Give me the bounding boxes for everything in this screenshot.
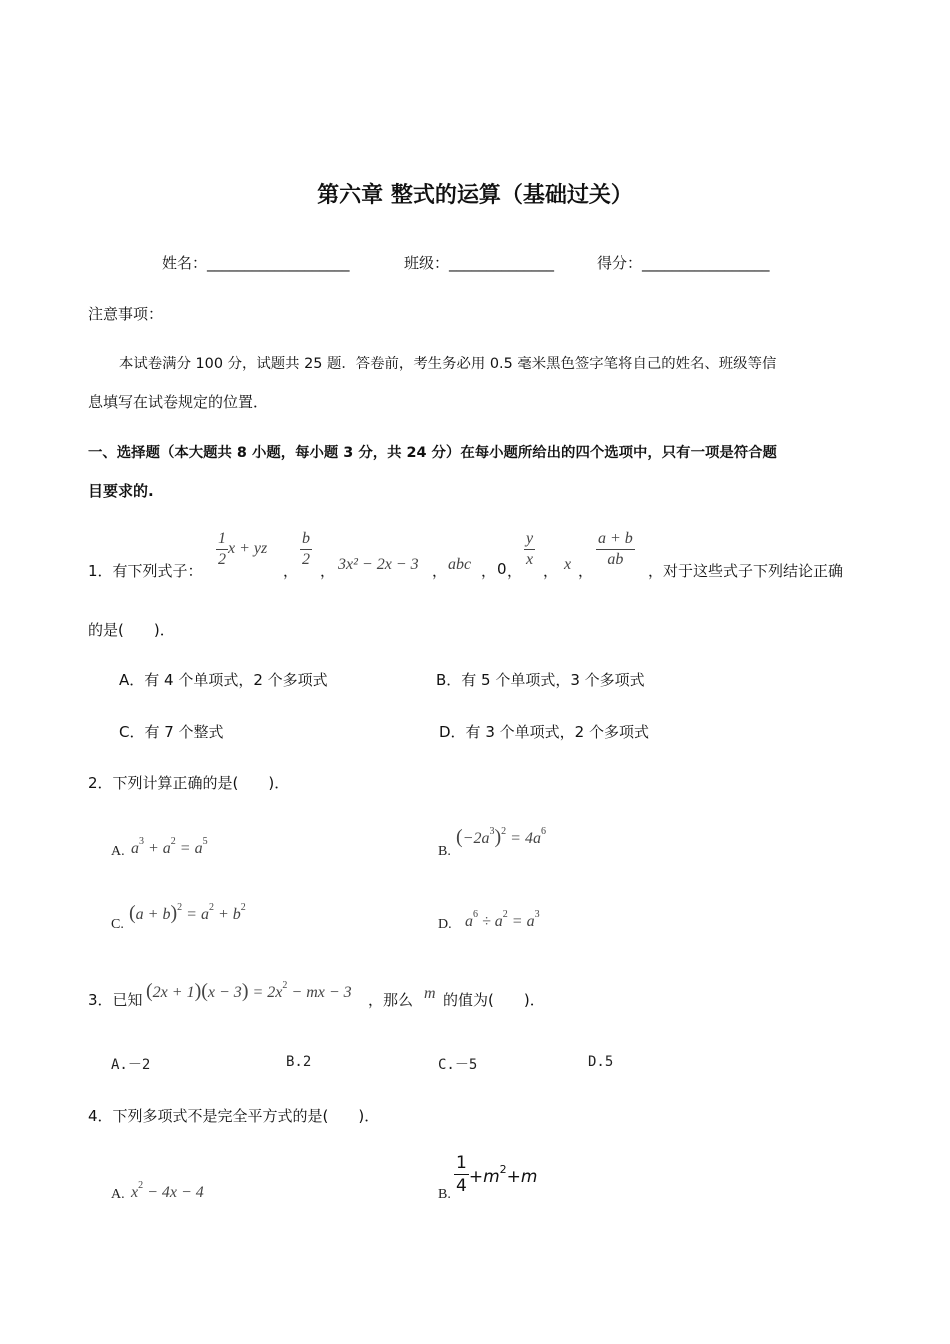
score-blank: _________________	[642, 254, 770, 272]
q1-expr7	[596, 529, 635, 570]
q1-zero: 0	[497, 560, 507, 578]
q2-option-c-expr[interactable]: $(a + b)^2 = a^2 + b^2$	[129, 902, 246, 924]
q1-expr1-num: 1	[216, 529, 228, 550]
q4-option-b-den: 4	[456, 1176, 467, 1196]
q2-option-a-expr[interactable]: $a^3 + a^2 = a^5$	[131, 836, 208, 857]
q2-option-b-expr[interactable]: $(-2a^3)^2 = 4a^6$	[456, 826, 546, 848]
q1-prefix: 1．有下列式子：	[88, 562, 203, 580]
q2-option-c-label[interactable]: C.	[111, 917, 124, 932]
q2-option-d-expr[interactable]: $a^6 \div a^2 = a^3$	[465, 909, 540, 930]
q1-expr7-den: ab	[607, 551, 624, 568]
q2-option-a-label[interactable]: A.	[111, 844, 125, 859]
q1-suffix: ，对于这些式子下列结论正确	[648, 562, 844, 580]
q3-option-c[interactable]: C.－5	[438, 1057, 478, 1073]
q1-option-d[interactable]: D．有 3 个单项式，2 个多项式	[439, 723, 649, 741]
q1-expr2-den: 2	[302, 551, 310, 568]
score-label: 得分：	[597, 254, 643, 272]
section1-line2: 目要求的.	[88, 482, 154, 500]
class-label: 班级：	[404, 254, 450, 272]
q2-option-b-label[interactable]: B.	[438, 844, 451, 859]
q1-expr5-den: x	[526, 551, 534, 568]
q3-suffix: 的值为( )．	[443, 991, 545, 1009]
score-field[interactable]	[597, 252, 770, 273]
q3-option-b[interactable]: B.2	[286, 1054, 312, 1070]
q1-expr1-rest: x + yz	[228, 540, 268, 558]
q4-option-a-label[interactable]: A.	[111, 1187, 125, 1202]
q1-option-c[interactable]: C．有 7 个整式	[119, 723, 224, 741]
q1-option-a[interactable]: A．有 4 个单项式，2 个多项式	[119, 671, 328, 689]
q3-var: m	[424, 985, 436, 1002]
q4-option-b-num: 1	[456, 1153, 467, 1173]
q1-expr3: 3x² − 2x − 3	[338, 556, 419, 573]
q3-option-a[interactable]: A.－2	[111, 1057, 151, 1073]
q1-expr4: abc	[448, 556, 472, 573]
q3-prefix: 3．已知	[88, 991, 143, 1009]
class-blank: ______________	[449, 254, 555, 272]
q1-expr2	[300, 529, 312, 570]
q2-stem: 2．下列计算正确的是( )．	[88, 774, 290, 792]
q3-option-d[interactable]: D.5	[588, 1054, 614, 1070]
q3-expr: $(2x + 1)(x - 3) = 2x^2$ − mx − 3	[146, 980, 352, 1002]
q1-expr5-num: y	[524, 529, 535, 550]
q1-expr2-num: b	[300, 529, 312, 550]
q4-option-a-expr[interactable]: $x^2 - 4x - 4$	[131, 1180, 204, 1201]
q4-option-b-label[interactable]: B.	[438, 1187, 451, 1202]
q1-expr7-num: a + b	[596, 529, 635, 550]
page-title: 第六章 整式的运算（基础过关）	[317, 183, 633, 208]
name-label: 姓名：	[162, 254, 208, 272]
q2-option-d-label[interactable]: D.	[438, 917, 452, 932]
q1-expr1-den: 2	[218, 551, 226, 568]
notes-line1: 本试卷满分 100 分，试题共 25 题．答卷前，考生务必用 0.5 毫米黑色签字笔将自己的姓名、班级等信	[119, 356, 777, 372]
section1-line1: 一、选择题（本大题共 8 小题，每小题 3 分，共 24 分）在每小题所给出的四个选项中，只有一项是符合题	[88, 445, 777, 461]
q1-expr1	[216, 529, 267, 570]
class-field[interactable]	[404, 252, 554, 273]
name-field[interactable]	[162, 252, 350, 273]
name-blank: ___________________	[207, 254, 350, 272]
q1-line2: 的是( )．	[88, 621, 175, 639]
q3-mid: ，那么	[368, 991, 414, 1009]
notes-line2: 息填写在试卷规定的位置．	[88, 393, 269, 411]
q1-option-b[interactable]: B．有 5 个单项式，3 个多项式	[436, 671, 645, 689]
q4-option-b-expr[interactable]: $\frac{1}{4}$ $+m^2+m$	[456, 1153, 538, 1196]
q1-expr6: x	[564, 556, 572, 573]
q1-expr5	[524, 529, 535, 570]
notes-heading: 注意事项：	[88, 305, 164, 323]
q4-stem: 4．下列多项式不是完全平方式的是( )．	[88, 1107, 380, 1125]
